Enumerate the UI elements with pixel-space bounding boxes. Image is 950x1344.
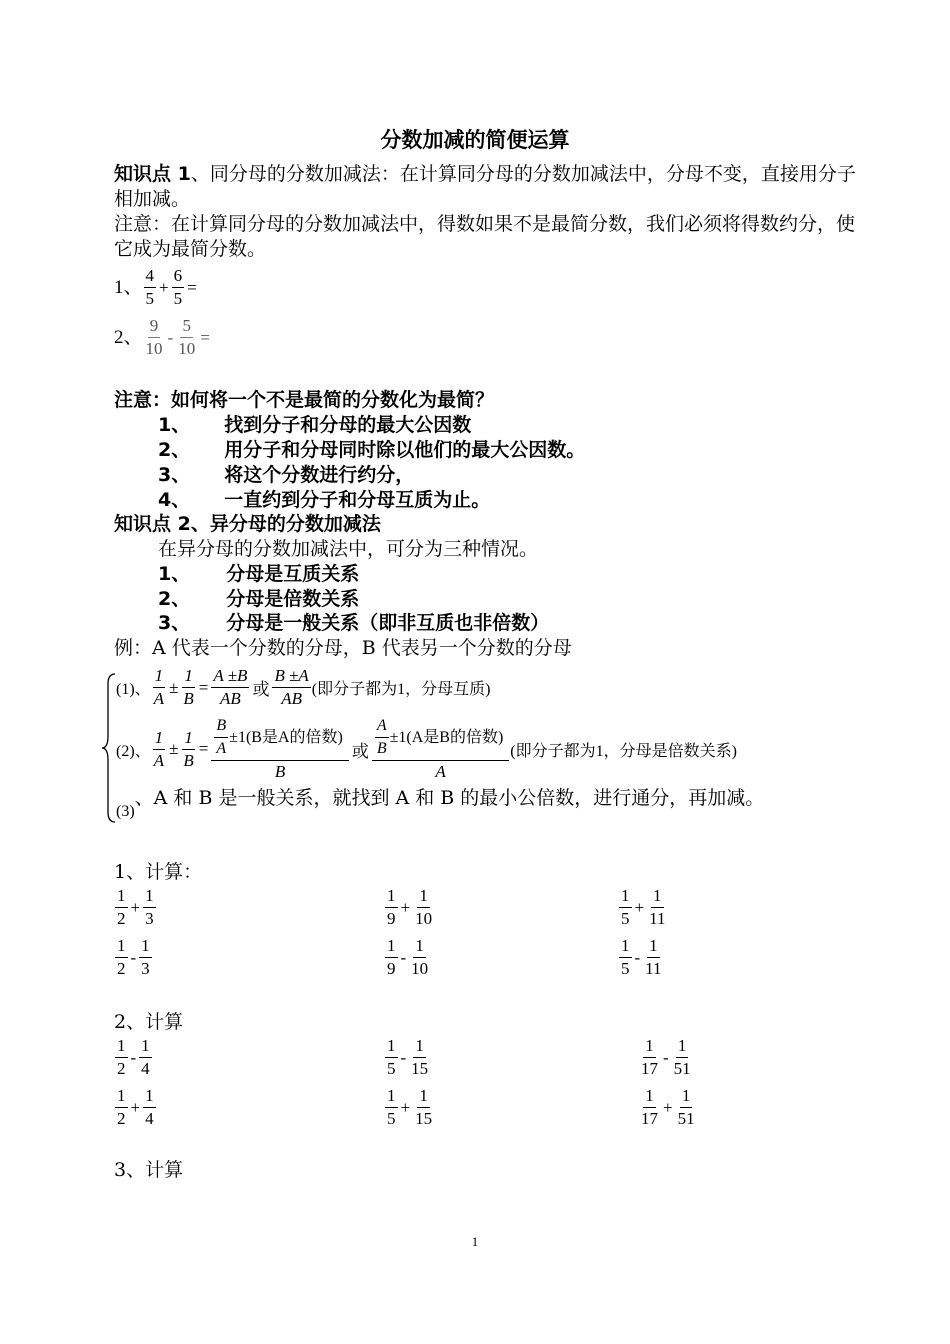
calc-item: $\frac{1}{17}$ - $\frac{1}{51}$ [641,1036,691,1078]
calc-item: $\frac{1}{2}$ - $\frac{1}{3}$ [117,936,150,978]
calc2-heading: 2、计算 [114,1011,184,1033]
compound-fraction: $\frac{B}{A}$ ±1(B是A的倍数) B [211,716,348,782]
exercise-2 [114,316,212,359]
calc-item: $\frac{1}{5}$ + $\frac{1}{15}$ [387,1086,433,1128]
formula-note: (即分子都为1，分母互质) [311,681,491,698]
note2-step: 1、 找到分子和分母的最大公因数 [158,414,472,436]
fraction: $\frac{6}{5}$ [173,266,183,308]
formula-1: (1)、 $\frac{1}{A}$ ± $\frac{1}{B}$ = $\frac{A \pm B}{AB}$ 或 $\frac{B \pm A}{AB}$ (即分子都为1，分母互质) [116,666,491,708]
kp1-note: 注意：在计算同分母的分数加减法中，得数如果不是最简分数，我们必须将得数约分，使它成为最简分数。 [114,213,856,260]
page-number: 1 [471,1234,479,1249]
calc-item: $\frac{1}{9}$ + $\frac{1}{10}$ [387,886,433,928]
kp1-label: 知识点 1 [114,163,191,185]
formula-note: (即分子都为1，分母是倍数关系) [510,742,737,760]
fraction: $\frac{1}{A}$ [153,666,165,708]
fraction: $\frac{1}{B}$ [183,727,194,770]
operator: - [167,327,174,347]
note2-heading: 注意：如何将一个不是最简的分数化为最简？ [114,389,495,411]
note2-step: 2、 用分子和分母同时除以他们的最大公因数。 [158,439,586,461]
calc-item: $\frac{1}{2}$ + $\frac{1}{4}$ [117,1086,154,1128]
calc-item: $\frac{1}{5}$ - $\frac{1}{11}$ [621,936,662,978]
kp2-example: 例：A 代表一个分数的分母，B 代表另一个分数的分母 [114,637,572,659]
calc1-heading: 1、计算： [114,861,203,883]
calc3-heading: 3、计算 [114,1159,184,1181]
kp2-intro: 在异分母的分数加减法中，可分为三种情况。 [158,538,539,560]
kp2-heading: 知识点 2、异分母的分数加减法 [114,513,381,535]
calc-item: $\frac{1}{5}$ + $\frac{1}{11}$ [621,886,666,928]
page-title: 分数加减的简便运算 [380,128,570,152]
equals-sign: = [200,327,210,347]
formula-3: (3) 、A 和 B 是一般关系，就找到 A 和 B 的最小公倍数，进行通分，再加减。 [116,787,765,820]
compound-fraction: $\frac{A}{B}$ ±1(A是B的倍数) A [372,716,509,782]
equals-sign: = [187,277,197,297]
fraction: $\frac{9}{10}$ [145,316,163,358]
note2-step: 4、 一直约到分子和分母互质为止。 [158,489,491,511]
fraction: $\frac{4}{5}$ [145,266,155,308]
exercise-label: 1、 [114,277,143,298]
note2-step: 3、 将这个分数进行约分， [158,464,415,486]
kp2-case: 2、 分母是倍数关系 [158,588,360,610]
fraction: $\frac{A \pm B}{AB}$ [213,666,248,708]
calc-item: $\frac{1}{17}$ + $\frac{1}{51}$ [641,1086,695,1128]
kp2-case: 3、 分母是一般关系（即非互质也非倍数） [158,612,550,634]
operator: + [159,277,169,297]
exercise-1 [114,266,199,309]
kp1-text: 、同分母的分数加减法：在计算同分母的分数加减法中，分母不变，直接用分子相加减。 [114,163,856,210]
fraction: $\frac{B \pm A}{AB}$ [274,666,309,708]
calc-item: $\frac{1}{5}$ - $\frac{1}{15}$ [387,1036,429,1078]
fraction: $\frac{1}{B}$ [183,666,194,708]
exercise-label: 2、 [114,327,143,348]
kp1-paragraph [114,162,862,212]
fraction: $\frac{1}{A}$ [153,727,165,770]
calc-item: $\frac{1}{9}$ - $\frac{1}{10}$ [387,936,429,978]
calc-item: $\frac{1}{2}$ - $\frac{1}{4}$ [117,1036,150,1078]
calc-item: $\frac{1}{2}$ + $\frac{1}{3}$ [117,886,154,928]
formula-2: (2)、 $\frac{1}{A}$ ± $\frac{1}{B}$ = $\frac{B}{A}$ ±1(B是A的倍数) B 或 $\frac{A}{B}$ ±1(A是B的倍数) A (即分子都为1，分母是倍数关系) [116,717,737,781]
kp2-case: 1、 分母是互质关系 [158,563,360,585]
fraction: $\frac{5}{10}$ [178,316,196,358]
